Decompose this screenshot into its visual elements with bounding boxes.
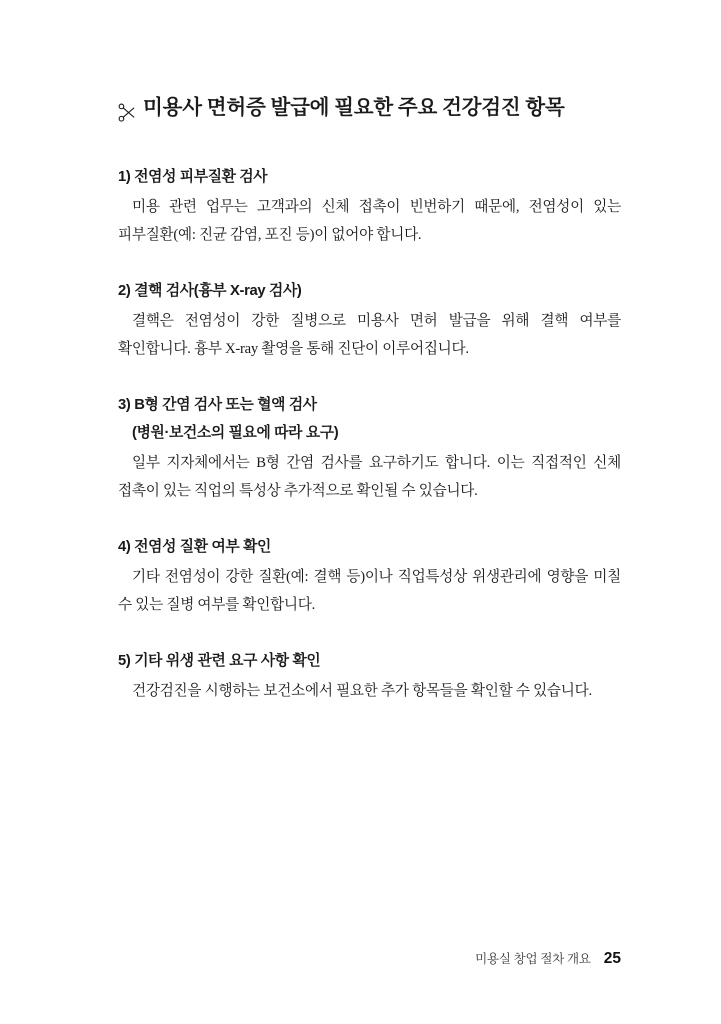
section-4	[118, 536, 621, 619]
section-body: 결핵은 전염성이 강한 질병으로 미용사 면허 발급을 위해 결핵 여부를 확인합니다. 흉부 X-ray 촬영을 통해 진단이 이루어집니다.	[118, 313, 621, 358]
section-2	[118, 280, 621, 363]
section-body: 건강검진을 시행하는 보건소에서 필요한 추가 항목들을 확인할 수 있습니다.	[132, 683, 592, 700]
section-5	[118, 650, 621, 705]
section-body: 기타 전염성이 강한 질환(예: 결핵 등)이나 직업특성상 위생관리에 영향을 미칠 수 있는 질병 여부를 확인합니다.	[118, 569, 621, 614]
footer-page-number: 25	[603, 950, 621, 967]
footer-chapter-label: 미용실 창업 절차 개요	[475, 952, 591, 966]
section-heading: 2) 결핵 검사(흉부 X-ray 검사)	[118, 283, 302, 300]
section-1	[118, 166, 621, 249]
section-heading: 4) 전염성 질환 여부 확인	[118, 538, 271, 555]
section-heading: 3) B형 간염 검사 또는 혈액 검사	[118, 397, 317, 414]
section-heading: 5) 기타 위생 관련 요구 사항 확인	[118, 653, 321, 670]
page-title	[118, 96, 621, 124]
section-body: 미용 관련 업무는 고객과의 신체 접촉이 빈번하기 때문에, 전염성이 있는 피부질환(예: 진균 감염, 포진 등)이 없어야 합니다.	[118, 199, 621, 244]
page-title-text: 미용사 면허증 발급에 필요한 주요 건강검진 항목	[143, 97, 565, 119]
section-3	[118, 394, 621, 504]
page-footer	[475, 949, 621, 968]
section-heading: 1) 전염성 피부질환 검사	[118, 169, 268, 185]
section-subheading: (병원·보건소의 필요에 따라 요구)	[132, 424, 339, 441]
section-body: 일부 지자체에서는 B형 간염 검사를 요구하기도 합니다. 이는 직접적인 신체 접촉이 있는 직업의 특성상 추가적으로 확인될 수 있습니다.	[118, 454, 621, 499]
scissors-icon	[118, 102, 136, 124]
